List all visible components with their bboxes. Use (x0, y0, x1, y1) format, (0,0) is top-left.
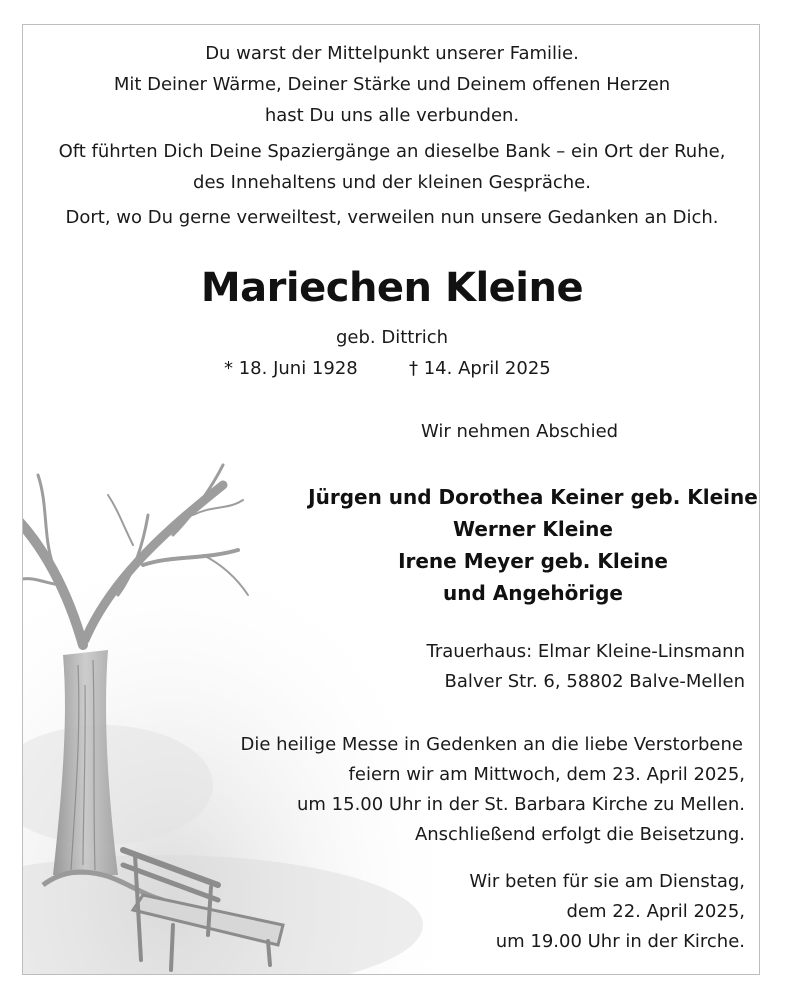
mass-line: Anschließend erfolgt die Beisetzung. (414, 824, 745, 845)
mass-line: um 15.00 Uhr in der St. Barbara Kirche zu Mellen. (297, 794, 745, 815)
poem-line: des Innehaltens und der kleinen Gespräche. (193, 172, 591, 193)
mourning-house-address: Balver Str. 6, 58802 Balve-Mellen (444, 671, 745, 692)
poem-line: Du warst der Mittelpunkt unserer Familie. (205, 43, 579, 64)
prayer-line: dem 22. April 2025, (566, 901, 745, 922)
prayer-line: um 19.00 Uhr in der Kirche. (495, 931, 745, 952)
poem-line: Dort, wo Du gerne verweiltest, verweilen nun unsere Gedanken an Dich. (65, 207, 719, 228)
obituary-frame (22, 24, 760, 975)
poem-line: Mit Deiner Wärme, Deiner Stärke und Deinem offenen Herzen (113, 74, 671, 95)
farewell-text: Wir nehmen Abschied (421, 421, 619, 442)
prayer-line: Wir beten für sie am Dienstag, (469, 871, 745, 892)
maiden-name: geb. Dittrich (335, 327, 449, 348)
poem-line: Oft führten Dich Deine Spaziergänge an dieselbe Bank – ein Ort der Ruhe, (58, 141, 726, 162)
mass-line: Die heilige Messe in Gedenken an die liebe Verstorbene (240, 734, 743, 755)
mass-line: feiern wir am Mittwoch, dem 23. April 2025, (348, 764, 745, 785)
poem-line: hast Du uns alle verbunden. (264, 105, 520, 126)
deceased-name: Mariechen Kleine (200, 265, 584, 311)
birth-date: * 18. Juni 1928 (224, 358, 358, 379)
mourner-name: und Angehörige (443, 581, 623, 605)
mourning-house-line: Trauerhaus: Elmar Kleine-Linsmann (426, 641, 745, 662)
mourner-name: Irene Meyer geb. Kleine (398, 549, 668, 573)
death-date: † 14. April 2025 (409, 358, 551, 379)
mourner-name: Jürgen und Dorothea Keiner geb. Kleine (308, 485, 758, 509)
mourner-name: Werner Kleine (453, 517, 613, 541)
